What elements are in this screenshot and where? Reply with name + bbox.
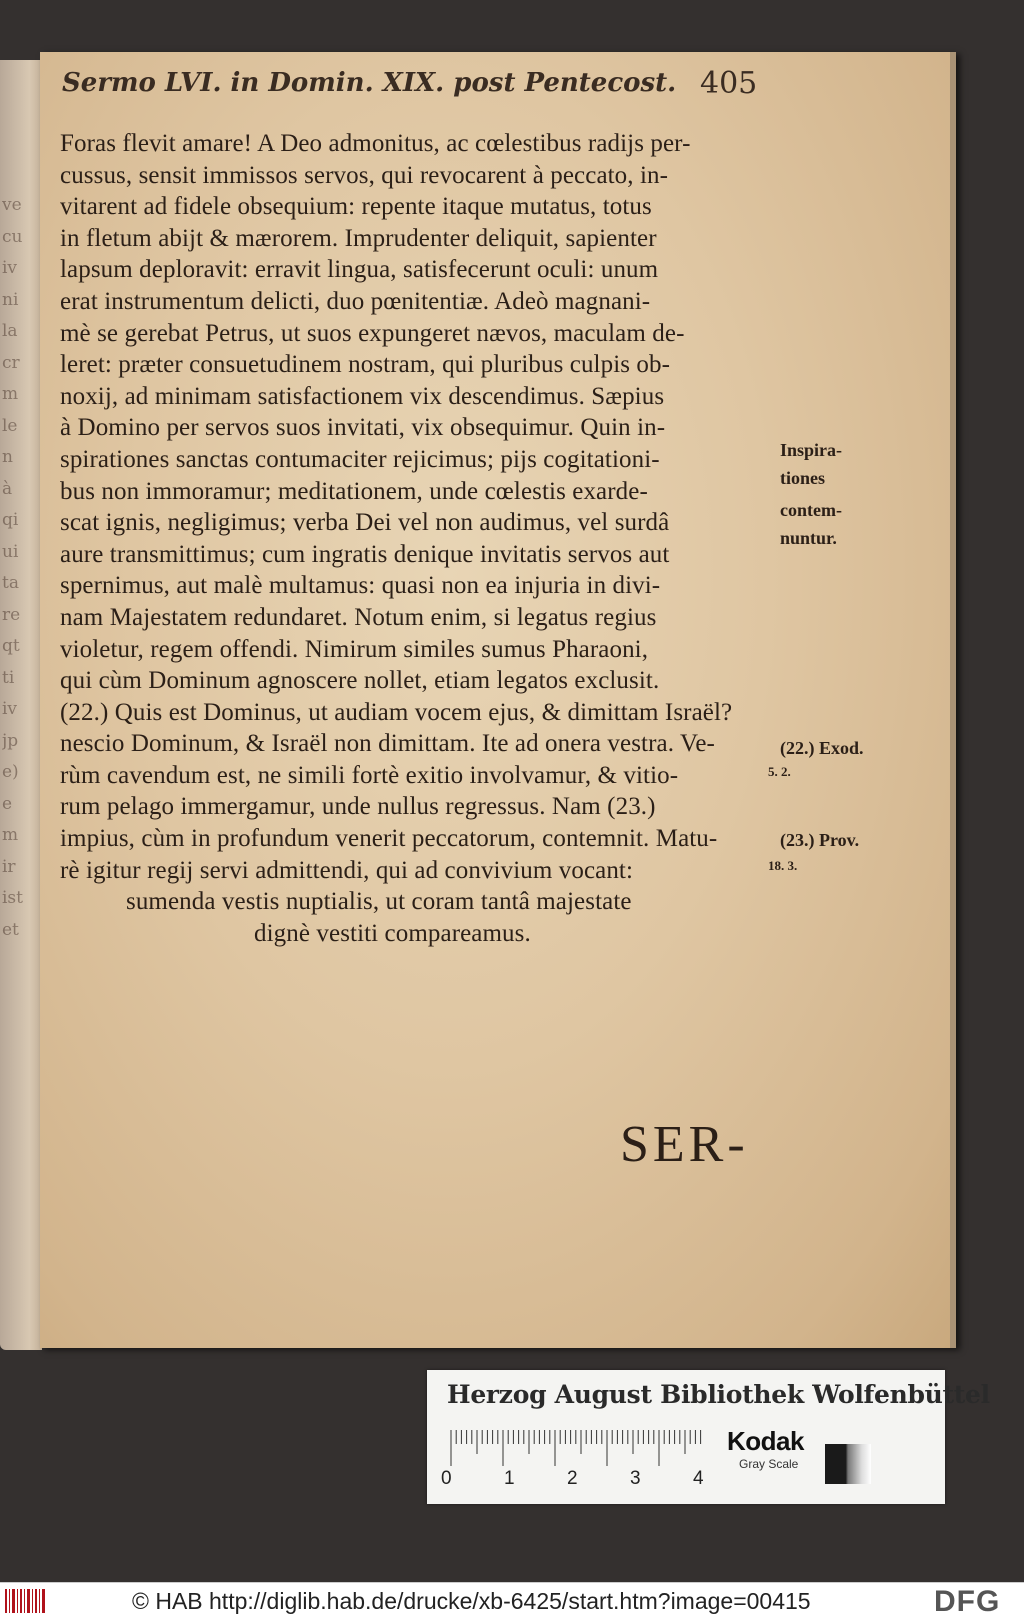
- facing-page-fragment: cr: [2, 352, 20, 373]
- color-target-card: [427, 1370, 990, 1504]
- text-line: (22.) Quis est Dominus, ut audiam vocem ejus, & dimittam Israël?: [60, 698, 733, 726]
- facing-page-fragment: iv: [2, 258, 18, 278]
- page-number: 405: [700, 66, 758, 101]
- text-line: rùm cavendum est, ne simili fortè exitio involvamur, & vitio-: [60, 761, 679, 789]
- facing-page-fragment: ta: [2, 573, 19, 593]
- text-line: spernimus, aut malè multamus: quasi non ea injuria in divi-: [60, 572, 661, 600]
- ruler-number: 1: [504, 1468, 515, 1489]
- text-line: Foras flevit amare! A Deo admonitus, ac cœlestibus radijs per-: [60, 130, 691, 157]
- margin-note: tiones: [780, 468, 825, 488]
- margin-note: nuntur.: [780, 528, 837, 548]
- facing-page-fragment: m: [2, 825, 19, 845]
- ruler-number: 3: [630, 1468, 641, 1489]
- margin-note: (23.) Prov.: [780, 830, 860, 850]
- facing-page-fragment: qt: [2, 636, 20, 656]
- text-line: dignè vestiti compareamus.: [254, 919, 531, 947]
- text-line: nescio Dominum, & Israël non dimittam. Ite ad onera vestra. Ve-: [60, 730, 715, 758]
- margin-note: 18. 3.: [768, 858, 798, 873]
- margin-note: 5. 2.: [768, 764, 791, 779]
- text-line: vitarent ad fidele obsequium: repente itaque mutatus, totus: [60, 193, 652, 221]
- library-name: Herzog August Bibliothek Wolfenbüttel: [447, 1380, 990, 1409]
- facing-page-fragment: cu: [2, 226, 23, 247]
- kodak-label: [727, 1426, 804, 1471]
- text-line: aure transmittimus; cum ingratis denique invitatis servos aut: [60, 540, 670, 568]
- text-line: spirationes sanctas contumaciter rejicimus; pijs cogitationi-: [60, 445, 660, 473]
- ruler-number: 2: [567, 1468, 578, 1489]
- barcode-icon: [4, 1587, 48, 1615]
- facing-page-fragment: iv: [2, 699, 18, 719]
- text-line: rum pelago immergamur, unde nullus regressus. Nam (23.): [60, 793, 656, 821]
- facing-page-edge: [0, 60, 42, 1350]
- facing-page-fragment: la: [2, 321, 18, 341]
- ruler-number: 0: [441, 1468, 452, 1489]
- text-line: à Domino per servos suos invitati, vix obsequimur. Quin in-: [60, 414, 666, 442]
- source-link[interactable]: © HAB http://diglib.hab.de/drucke/xb-6425/start.htm?image=00415: [132, 1588, 811, 1614]
- facing-page-fragment: jp: [2, 730, 19, 751]
- facing-page-fragment: ist: [2, 888, 23, 908]
- facing-page-fragment: ui: [2, 541, 19, 562]
- text-line: leret: præter consuetudinem nostram, qui pluribus culpis ob-: [60, 351, 671, 379]
- text-line: noxij, ad minimam satisfactionem vix descendimus. Sæpius: [60, 382, 665, 410]
- facing-page-fragment: m: [2, 384, 19, 404]
- dfg-logo: DFG: [934, 1585, 1001, 1618]
- facing-page-fragment: ti: [2, 667, 15, 688]
- facing-page-fragment: qi: [2, 510, 19, 530]
- facing-page-fragment: ir: [2, 856, 16, 877]
- facing-page-text: [2, 190, 40, 946]
- kodak-gray-scale: Gray Scale: [739, 1457, 799, 1471]
- facing-page-fragment: n: [2, 447, 13, 467]
- text-line: cussus, sensit immissos servos, qui revocarent à peccato, in-: [60, 161, 669, 189]
- running-head: Sermo LVI. in Domin. XIX. post Pentecost.: [62, 68, 677, 98]
- text-line: rè igitur regij servi admittendi, qui ad convivium vocant:: [60, 856, 634, 884]
- text-line: mè se gerebat Petrus, ut suos expungeret nævos, maculam de-: [60, 319, 685, 347]
- facing-page-fragment: et: [2, 919, 19, 940]
- facing-page-fragment: e: [2, 793, 13, 814]
- text-line: scat ignis, negligimus; verba Dei vel non audimus, vel surdâ: [60, 509, 670, 537]
- text-line: erat instrumentum delicti, duo pœnitentiæ. Adeò magnani-: [60, 287, 651, 315]
- ruler-scale: [449, 1430, 709, 1470]
- footer-bar: [0, 1582, 1024, 1619]
- text-line: sumenda vestis nuptialis, ut coram tantâ majestate: [126, 888, 632, 916]
- text-line: nam Majestatem redundaret. Notum enim, si legatus regius: [60, 603, 657, 631]
- body-text: [60, 128, 770, 949]
- margin-note: contem-: [780, 500, 842, 520]
- text-line: bus non immoramur; meditationem, unde cœlestis exarde-: [60, 477, 648, 505]
- catchword: SER-: [620, 1116, 749, 1173]
- text-line: violetur, regem offendi. Nimirum similes sumus Pharaoni,: [60, 635, 649, 663]
- ruler-number: 4: [693, 1468, 704, 1489]
- facing-page-fragment: re: [2, 604, 21, 625]
- text-line: lapsum deploravit: erravit lingua, satisfecerunt oculi: unum: [60, 256, 659, 284]
- text-line: in fletum abijt & mærorem. Imprudenter deliquit, sapienter: [60, 224, 657, 252]
- facing-page-fragment: à: [2, 478, 13, 499]
- margin-note: (22.) Exod.: [780, 738, 864, 758]
- kodak-brand: Kodak: [727, 1426, 804, 1456]
- facing-page-fragment: e): [2, 762, 19, 782]
- text-line: impius, cùm in profundum venerit peccatorum, contemnit. Matu-: [60, 825, 718, 853]
- gray-scale-patch: [825, 1444, 871, 1484]
- facing-page-fragment: le: [2, 415, 18, 436]
- facing-page-fragment: ni: [2, 289, 19, 310]
- facing-page-fragment: ve: [2, 195, 22, 215]
- text-line: qui cùm Dominum agnoscere nollet, etiam legatos exclusit.: [60, 667, 660, 695]
- margin-note: Inspira-: [780, 440, 843, 460]
